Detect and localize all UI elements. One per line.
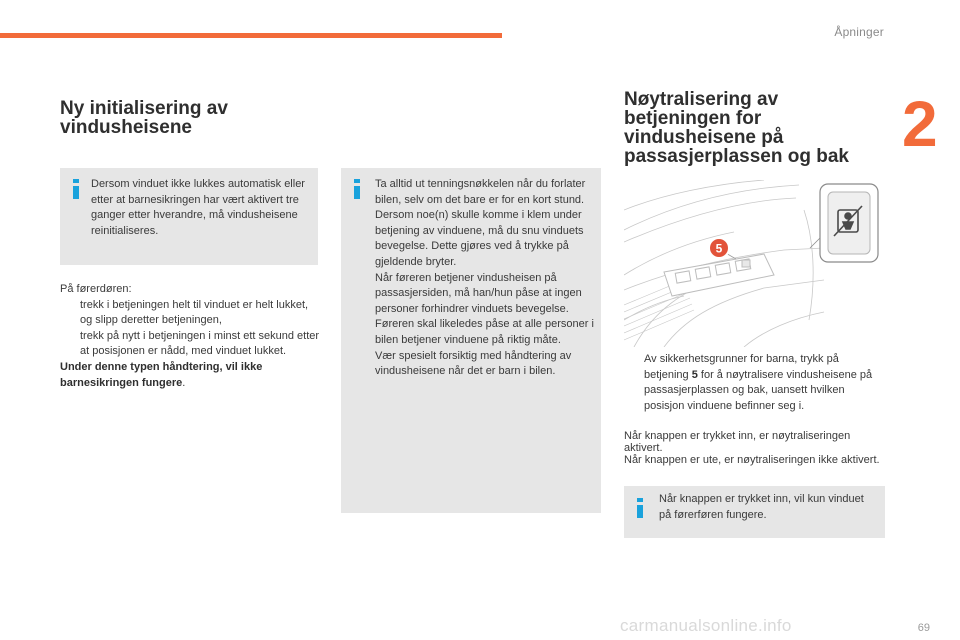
heading-line: Nøytralisering av [624, 89, 779, 110]
bullet-text-pre: Av sikkerhetsgrunner for barna, trykk på betjening [644, 353, 839, 381]
safety-line: Vær spesielt forsiktig med håndtering av vindusheisene når det er barn i bilen. [375, 349, 572, 378]
bullet-text-post: for å nøytralisere vindusheisene på passasjerplassen og bak, uansett hvilken posisjon vinduene befinner seg i. [644, 368, 873, 412]
safety-line: Ta alltid ut tenningsnøkkelen når du forlater bilen, selv om det bare er for en kort stund. [375, 178, 586, 206]
warning-note [60, 360, 322, 391]
neutralisation-status [624, 430, 886, 466]
control-number: 5 [691, 368, 698, 381]
heading-reinitialisation [60, 99, 320, 137]
section-label: Åpninger [834, 25, 884, 39]
info-text [375, 177, 597, 380]
heading-line: passasjerplassen og bak [624, 146, 849, 167]
door-panel-illustration [624, 180, 885, 347]
info-text: Dersom vinduet ikke lukkes automatisk eller etter at barnesikringen har vært aktivert tre ganger etter hverandre, må vindusheisene reinitialiseres. [91, 178, 305, 237]
list-item [624, 352, 886, 414]
list-item [60, 329, 322, 360]
info-icon [73, 179, 79, 199]
list-item [60, 298, 322, 329]
page-number: 69 [917, 622, 930, 634]
info-icon [637, 498, 643, 518]
callout-number: 5 [715, 241, 723, 256]
safety-line: Når føreren betjener vindusheisen på passasjersiden, må han/hun påse at ingen personer forhindrer vinduets bevegelse. [375, 271, 582, 315]
status-line: Når knappen er ute, er nøytraliseringen ikke aktivert. [624, 454, 880, 466]
info-icon [354, 179, 360, 199]
chapter-number: 2 [902, 88, 938, 160]
heading-line: vindusheisene [60, 117, 192, 138]
heading-line: betjeningen for [624, 108, 762, 129]
safety-line: Føreren skal likeledes påse at alle personer i bilen betjener vinduene på riktig måte. [375, 318, 594, 346]
warning-note-bold: Under denne typen håndtering, vil ikke barnesikringen fungere [60, 360, 263, 389]
heading-neutralisation [624, 90, 894, 166]
status-line: Når knappen er trykket inn, er nøytraliseringen aktivert. [624, 430, 851, 454]
child-lock-icon [834, 206, 862, 236]
info-box-reinit [60, 168, 318, 265]
info-box-safety [341, 168, 601, 513]
neutralisation-instruction [624, 352, 886, 414]
watermark: carmanualsonline.info [620, 616, 792, 635]
heading-line: Ny initialisering av [60, 98, 228, 119]
warning-note-end: . [182, 376, 186, 389]
list-item-text: trekk i betjeningen helt til vinduet er helt lukket, og slipp deretter betjeningen, [80, 298, 309, 327]
safety-line: Dersom noe(n) skulle komme i klem under betjening av vinduene, må du snu vinduets bevegelse. Dette gjøres ved å trykke på gjeldende bryter. [375, 209, 584, 268]
info-text: Når knappen er trykket inn, vil kun vinduet på førerføren fungere. [659, 493, 864, 521]
heading-line: vindusheisene på [624, 127, 784, 148]
accent-bar [0, 33, 502, 38]
instructions-intro: På førerdøren: [60, 283, 132, 295]
info-box-driver-only [624, 486, 885, 538]
reinit-instructions [60, 282, 322, 391]
list-item-text: trekk på nytt i betjeningen i minst ett sekund etter at posisjonen er nådd, med vinduet lukket. [80, 329, 320, 358]
